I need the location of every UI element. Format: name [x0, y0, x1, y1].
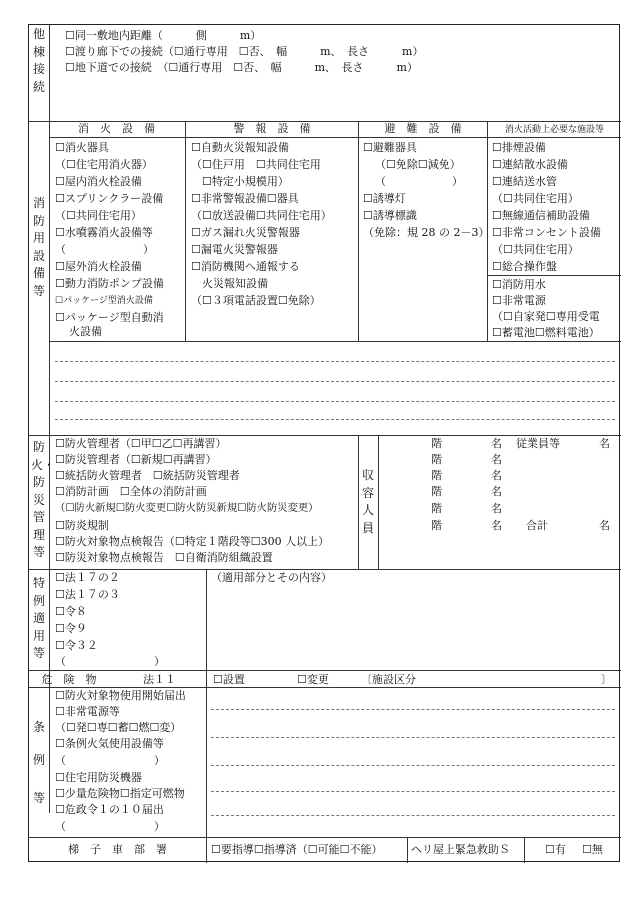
- alarm-3: ☐特定小規模用）: [191, 175, 289, 188]
- cap-floor-2: 階: [431, 453, 442, 466]
- header-evacuation: 避 難 設 備: [384, 122, 462, 135]
- heli-yes: ☐有: [545, 843, 566, 856]
- ladder-truck-label: 梯 子 車 部 署: [68, 843, 167, 856]
- fire-management-label: 防火・防災管理等: [31, 440, 56, 559]
- ladder-guidance: ☐要指導☐指導済（☐可能☐不能）: [211, 843, 383, 856]
- extinguish-10: ☐パッケージ型消火設備: [55, 296, 153, 306]
- special-1: ☐法１７の２: [55, 571, 120, 584]
- evac-3: （ ）: [375, 175, 463, 188]
- cap-name-1: 名: [491, 437, 502, 450]
- cap-name-5: 名: [491, 502, 502, 515]
- hazardous-install: ☐設置: [213, 673, 245, 686]
- special-5: ☐令３２: [55, 639, 98, 652]
- alarm-2: （☐住戸用 ☐共同住宅用: [191, 158, 321, 171]
- alarm-5: （☐放送設備☐共同住宅用）: [191, 209, 332, 222]
- evac-6: （免除：規 28 の 2－3）: [363, 226, 490, 239]
- firefight-4: （☐共同住宅用）: [492, 192, 579, 205]
- cap-floor-4: 階: [431, 485, 442, 498]
- alarm-1: ☐自動火災報知設備: [191, 141, 289, 154]
- ordinance-6: ☐住宅用防災機器: [55, 771, 142, 784]
- firefight-5: ☐無線通信補助設備: [492, 209, 590, 222]
- hazardous-label: 危 険 物: [41, 673, 97, 686]
- evac-4: ☐誘導灯: [363, 192, 406, 205]
- alarm-6: ☐ガス漏れ火災警報器: [191, 226, 300, 239]
- other-building-label: 他棟接続: [32, 27, 45, 94]
- extinguish-8: ☐屋外消火栓設備: [55, 260, 142, 273]
- extinguish-9: ☐動力消防ポンプ設備: [55, 277, 164, 290]
- mgmt-3: ☐統括防火管理者 ☐統括防災管理者: [55, 469, 240, 482]
- header-alarm: 警 報 設 備: [233, 122, 311, 135]
- evac-1: ☐避難器具: [363, 141, 417, 154]
- hazardous-close: 〕: [601, 673, 612, 686]
- special-2: ☐法１７の３: [55, 588, 120, 601]
- firefight-8: ☐総合操作盤: [492, 260, 557, 273]
- water-power-2: ☐非常電源: [492, 294, 546, 307]
- water-power-1: ☐消防用水: [492, 278, 546, 291]
- alarm-7: ☐漏電火災警報器: [191, 243, 278, 256]
- hazardous-division: 〔施設区分: [361, 673, 416, 686]
- mgmt-2: ☐防災管理者（☐新規☐再講習）: [55, 453, 217, 466]
- other-building-line-3: ☐地下道での接続 （☐通行専用 ☐否、 幅 m、 長さ m）: [65, 61, 418, 74]
- alarm-4: ☐非常警報設備☐器具: [191, 192, 299, 205]
- cap-name-2: 名: [491, 453, 502, 466]
- firefight-6: ☐非常コンセント設備: [492, 226, 601, 239]
- ordinance-3: （☐発☐専☐蓄☐燃☐変）: [55, 721, 182, 734]
- ordinance-label-2: 例: [32, 753, 45, 767]
- cap-floor-1: 階: [431, 437, 442, 450]
- hazardous-change: ☐変更: [297, 673, 329, 686]
- firefight-3: ☐連結送水管: [492, 175, 557, 188]
- evac-5: ☐誘導標識: [363, 209, 417, 222]
- mgmt-8: ☐防災対象物点検報告 ☐自衛消防組織設置: [55, 551, 273, 564]
- fire-inspection-form: [28, 24, 620, 862]
- special-3: ☐令８: [55, 605, 87, 618]
- special-application-label: 特例適用等: [32, 576, 45, 660]
- header-extinguish: 消 火 設 備: [78, 122, 155, 135]
- alarm-10: （☐３項電話設置☐免除）: [191, 294, 321, 307]
- other-building-line-2: ☐渡り廊下での接続（☐通行専用 ☐否、 幅 m、 長さ m）: [65, 45, 424, 58]
- cap-total-unit: 名: [599, 519, 610, 532]
- mgmt-6: ☐防炎規制: [55, 519, 109, 532]
- firefight-2: ☐連結散水設備: [492, 158, 568, 171]
- cap-total: 合計: [526, 519, 548, 532]
- other-building-line-1: ☐同一敷地内距離（ 側 m）: [65, 29, 262, 42]
- special-4: ☐令９: [55, 622, 87, 635]
- hazardous-law: 法１１: [143, 673, 176, 686]
- extinguish-6: ☐水噴霧消火設備等: [55, 226, 153, 239]
- cap-floor-3: 階: [431, 469, 442, 482]
- extinguish-1: ☐消火器具: [55, 141, 109, 154]
- mgmt-1: ☐防火管理者（☐甲☐乙☐再講習）: [55, 437, 227, 450]
- extinguish-7: （ ）: [55, 243, 154, 256]
- ordinance-8: ☐危政令１の１０届出: [55, 803, 164, 816]
- ordinance-9: （ ）: [55, 820, 165, 833]
- extinguish-3: ☐屋内消火栓設備: [55, 175, 142, 188]
- evac-2: （☐免除☐減免）: [375, 158, 461, 171]
- cap-floor-6: 階: [431, 519, 442, 532]
- special-note: （適用部分とその内容）: [211, 571, 332, 584]
- extinguish-5: （☐共同住宅用）: [55, 209, 142, 222]
- cap-name-3: 名: [491, 469, 502, 482]
- mgmt-4: ☐消防計画 ☐全体の消防計画: [55, 485, 207, 498]
- heli-no: ☐無: [582, 843, 603, 856]
- ordinance-7: ☐少量危険物☐指定可燃物: [55, 787, 185, 800]
- capacity-label: 収容人員: [361, 468, 374, 535]
- alarm-9: 火災報知設備: [191, 277, 268, 290]
- cap-floor-5: 階: [431, 502, 442, 515]
- cap-name-4: 名: [491, 485, 502, 498]
- extinguish-12: 火設備: [69, 325, 102, 338]
- cap-employees: 従業員等: [516, 437, 560, 450]
- special-6: （ ）: [55, 655, 165, 668]
- firefight-1: ☐排煙設備: [492, 141, 546, 154]
- ordinance-4: ☐条例火気使用設備等: [55, 737, 164, 750]
- water-power-3: （☐自家発☐専用受電: [492, 310, 600, 323]
- alarm-8: ☐消防機関へ通報する: [191, 260, 300, 273]
- mgmt-5: （☐防火新規☐防火変更☐防火防災新規☐防火防災変更）: [55, 502, 319, 514]
- water-power-4: ☐蓄電池☐燃料電池）: [492, 326, 600, 339]
- ordinance-label-1: 条: [32, 720, 45, 734]
- ordinance-1: ☐防火対象物使用開始届出: [55, 689, 186, 702]
- fire-equipment-label: 消防用設備等: [32, 196, 45, 298]
- extinguish-11: ☐パッケージ型自動消: [55, 311, 164, 324]
- cap-name-6: 名: [491, 519, 502, 532]
- extinguish-2: （☐住宅用消火器）: [55, 158, 153, 171]
- ordinance-2: ☐非常電源等: [55, 705, 120, 718]
- ordinance-5: （ ）: [55, 754, 165, 767]
- cap-emp-unit: 名: [599, 437, 610, 450]
- extinguish-4: ☐スプリンクラー設備: [55, 192, 164, 205]
- mgmt-7: ☐防火対象物点検報告（☐特定１階段等☐300 人以上）: [55, 535, 330, 548]
- ordinance-label-3: 等: [32, 791, 45, 805]
- heli-rescue-label: ヘリ屋上緊急救助Ｓ: [411, 843, 510, 856]
- firefight-7: （☐共同住宅用）: [492, 243, 579, 256]
- header-firefighting: 消火活動上必要な施設等: [504, 125, 604, 135]
